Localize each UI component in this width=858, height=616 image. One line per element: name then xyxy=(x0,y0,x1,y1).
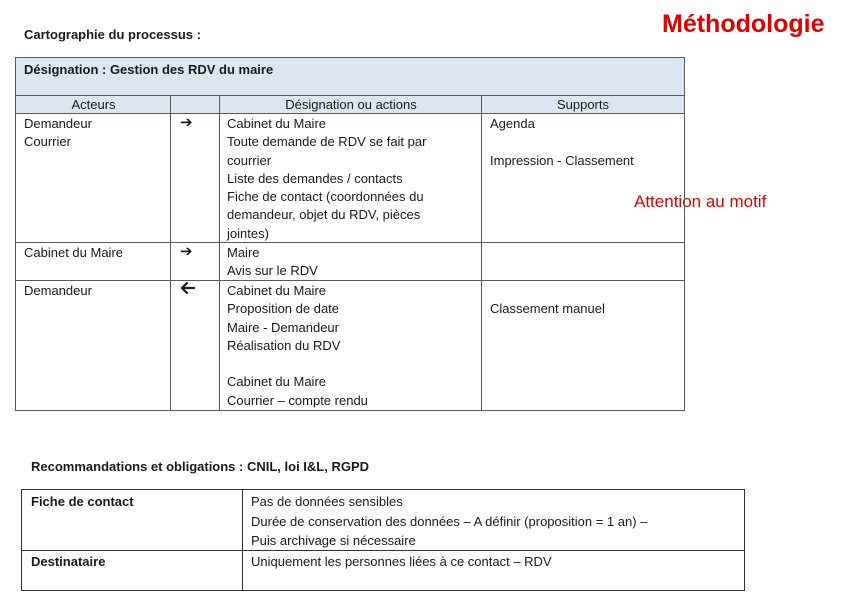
reco-label-recipient: Destinataire xyxy=(31,554,106,569)
attention-note: Attention au motif xyxy=(634,192,767,211)
process-table-header-text: Désignation : Gestion des RDV du maire xyxy=(24,62,274,77)
row2-actions xyxy=(227,244,318,281)
action-line: Liste des demandes / contacts xyxy=(227,170,403,186)
divider xyxy=(242,490,243,590)
process-table-header xyxy=(16,58,684,96)
arrow-right-icon: ➔ xyxy=(180,243,193,260)
action-line: Cabinet du Maire xyxy=(227,116,326,131)
recommendations-table xyxy=(21,489,745,591)
action-line: Maire xyxy=(227,245,260,260)
reco-contact-sheet-details xyxy=(251,492,647,551)
action-line: Cabinet du Maire xyxy=(227,374,326,390)
action-line: Courrier – compte rendu xyxy=(227,392,368,408)
support-line: Classement manuel xyxy=(490,301,605,317)
action-line: Toute demande de RDV se fait par xyxy=(227,134,427,150)
methodology-title: Méthodologie xyxy=(662,10,825,38)
actor-line: Demandeur xyxy=(24,116,92,131)
support-line: Agenda xyxy=(490,116,535,131)
action-line: Proposition de date xyxy=(227,301,340,317)
row3-supports xyxy=(490,282,605,319)
arrow-left-icon xyxy=(180,280,196,301)
reco-line: Puis archivage si nécessaire xyxy=(251,533,416,548)
column-header-actors: Acteurs xyxy=(71,97,116,112)
row2-actors xyxy=(24,244,123,262)
reco-recipient-details xyxy=(251,552,552,572)
reco-label-contact-sheet: Fiche de contact xyxy=(31,494,134,509)
column-header-arrow xyxy=(171,96,220,113)
action-line: Fiche de contact (coordonnées du xyxy=(227,189,424,205)
action-line: Avis sur le RDV xyxy=(227,263,318,279)
action-line: demandeur, objet du RDV, pièces xyxy=(227,207,421,223)
action-line: Réalisation du RDV xyxy=(227,337,341,353)
reco-line: Pas de données sensibles xyxy=(251,494,403,509)
support-line: Impression - Classement xyxy=(490,152,634,168)
divider xyxy=(170,96,171,411)
row-divider xyxy=(16,280,684,281)
row1-supports xyxy=(490,115,634,170)
row3-actors xyxy=(24,282,92,300)
action-line: Maire - Demandeur xyxy=(227,319,339,335)
action-line: jointes) xyxy=(227,225,269,241)
support-line xyxy=(490,282,605,300)
divider xyxy=(481,96,482,411)
row3-actions xyxy=(227,282,368,410)
reco-line: Durée de conservation des données – A définir (proposition = 1 an) – xyxy=(251,513,648,529)
actor-line: Courrier xyxy=(24,134,71,150)
arrow-right-icon: ➔ xyxy=(180,114,193,131)
row1-actors xyxy=(24,115,92,152)
actor-line: Cabinet du Maire xyxy=(24,245,123,260)
recommendations-title: Recommandations et obligations : CNIL, loi I&L, RGPD xyxy=(31,459,370,474)
support-line xyxy=(490,133,634,151)
arrow-left-glyph xyxy=(180,280,196,296)
column-header-row xyxy=(16,96,684,114)
row1-actions xyxy=(227,115,426,243)
action-line xyxy=(227,355,368,373)
action-line: Cabinet du Maire xyxy=(227,283,326,298)
action-line: courrier xyxy=(227,152,272,168)
divider xyxy=(219,96,220,411)
section-title: Cartographie du processus : xyxy=(24,27,201,42)
process-table xyxy=(15,57,685,411)
actor-line: Demandeur xyxy=(24,283,92,298)
reco-line: Uniquement les personnes liées à ce contact – RDV xyxy=(251,554,552,569)
column-header-actions: Désignation ou actions xyxy=(285,97,417,112)
column-header-supports: Supports xyxy=(556,97,610,112)
